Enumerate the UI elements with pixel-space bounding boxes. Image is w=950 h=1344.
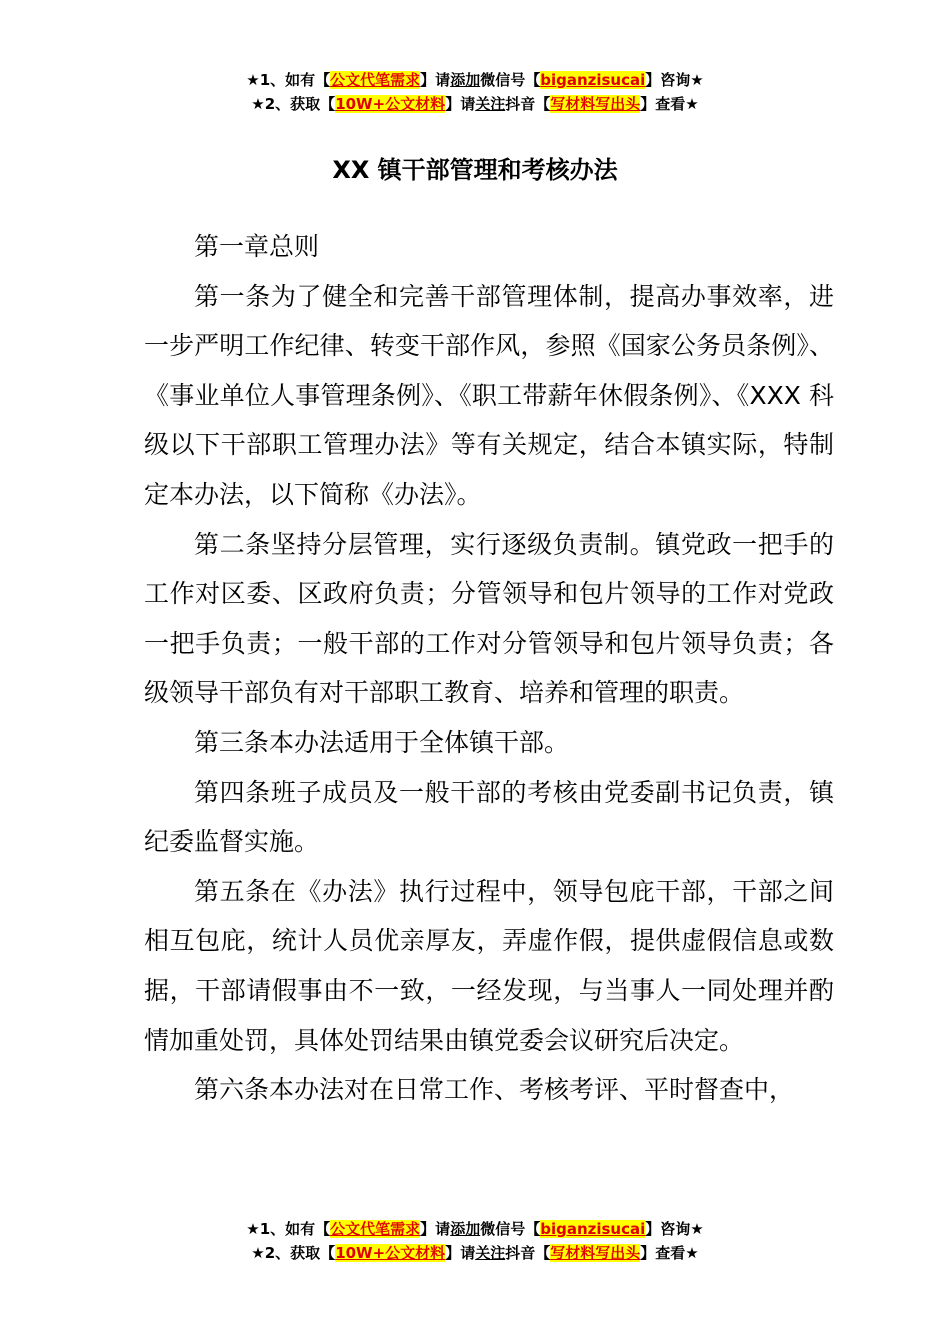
- banner-highlight: 写材料写出头: [550, 95, 641, 113]
- banner-highlight: 公文代笔需求: [330, 1220, 421, 1238]
- banner-line-2: [0, 1241, 950, 1265]
- document-title: XX 镇干部管理和考核办法: [332, 156, 618, 184]
- header-banner: [0, 68, 950, 116]
- banner-highlight: 10W+公文材料: [335, 95, 446, 113]
- banner-text: 】查看★: [640, 1244, 699, 1262]
- footer-banner: [0, 1217, 950, 1265]
- banner-text: ★2、获取【: [251, 95, 336, 113]
- banner-highlight: biganzisucai: [540, 1220, 646, 1238]
- banner-text: 】咨询★: [645, 71, 704, 89]
- banner-text: 抖音【: [505, 1244, 551, 1262]
- banner-text: 】咨询★: [645, 1220, 704, 1238]
- article-paragraph: 第一条为了健全和完善干部管理体制，提高办事效率，进一步严明工作纪律、转变干部作风，参照《国家公务员条例》、《事业单位人事管理条例》、《职工带薪年休假条例》、《XXX 科级以下干部职工管理办法》等有关规定，结合本镇实际，特制定本办法，以下简称《办法》。: [144, 281, 834, 509]
- banner-line-2: [0, 92, 950, 116]
- banner-text: 】请: [420, 71, 451, 89]
- article-paragraph: 第五条在《办法》执行过程中，领导包庇干部，干部之间相互包庇，统计人员优亲厚友，弄虚作假，提供虚假信息或数据，干部请假事由不一致，一经发现，与当事人一同处理并酌情加重处罚，具体处罚结果由镇党委会议研究后决定。: [144, 876, 834, 1055]
- banner-text: ★1、如有【: [246, 1220, 331, 1238]
- banner-underlined-text: 关注: [475, 1244, 506, 1262]
- document-body: [144, 222, 834, 1115]
- banner-highlight: 公文代笔需求: [330, 71, 421, 89]
- banner-text: 抖音【: [505, 95, 551, 113]
- banner-text: 】请: [445, 1244, 476, 1262]
- banner-line-1: [0, 1217, 950, 1241]
- banner-highlight: biganzisucai: [540, 71, 646, 89]
- banner-underlined-text: 添加: [450, 71, 481, 89]
- banner-underlined-text: 关注: [475, 95, 506, 113]
- banner-text: 】请: [420, 1220, 451, 1238]
- article-paragraph: 第三条本办法适用于全体镇干部。: [194, 727, 570, 757]
- banner-text: 】请: [445, 95, 476, 113]
- banner-highlight: 10W+公文材料: [335, 1244, 446, 1262]
- banner-highlight: 写材料写出头: [550, 1244, 641, 1262]
- banner-text: 微信号【: [480, 1220, 541, 1238]
- banner-text: 微信号【: [480, 71, 541, 89]
- article-paragraph: 第六条本办法对在日常工作、考核考评、平时督查中，: [194, 1075, 795, 1105]
- article-paragraph: 第四条班子成员及一般干部的考核由党委副书记负责，镇纪委监督实施。: [144, 777, 834, 857]
- banner-text: ★2、获取【: [251, 1244, 336, 1262]
- banner-line-1: [0, 68, 950, 92]
- banner-text: 】查看★: [640, 95, 699, 113]
- banner-text: ★1、如有【: [246, 71, 331, 89]
- article-paragraph: 第二条坚持分层管理，实行逐级负责制。镇党政一把手的工作对区委、区政府负责；分管领导和包片领导的工作对党政一把手负责；一般干部的工作对分管领导和包片领导负责；各级领导干部负有对干部职工教育、培养和管理的职责。: [144, 529, 834, 708]
- banner-underlined-text: 添加: [450, 1220, 481, 1238]
- chapter-heading: 第一章总则: [194, 232, 320, 261]
